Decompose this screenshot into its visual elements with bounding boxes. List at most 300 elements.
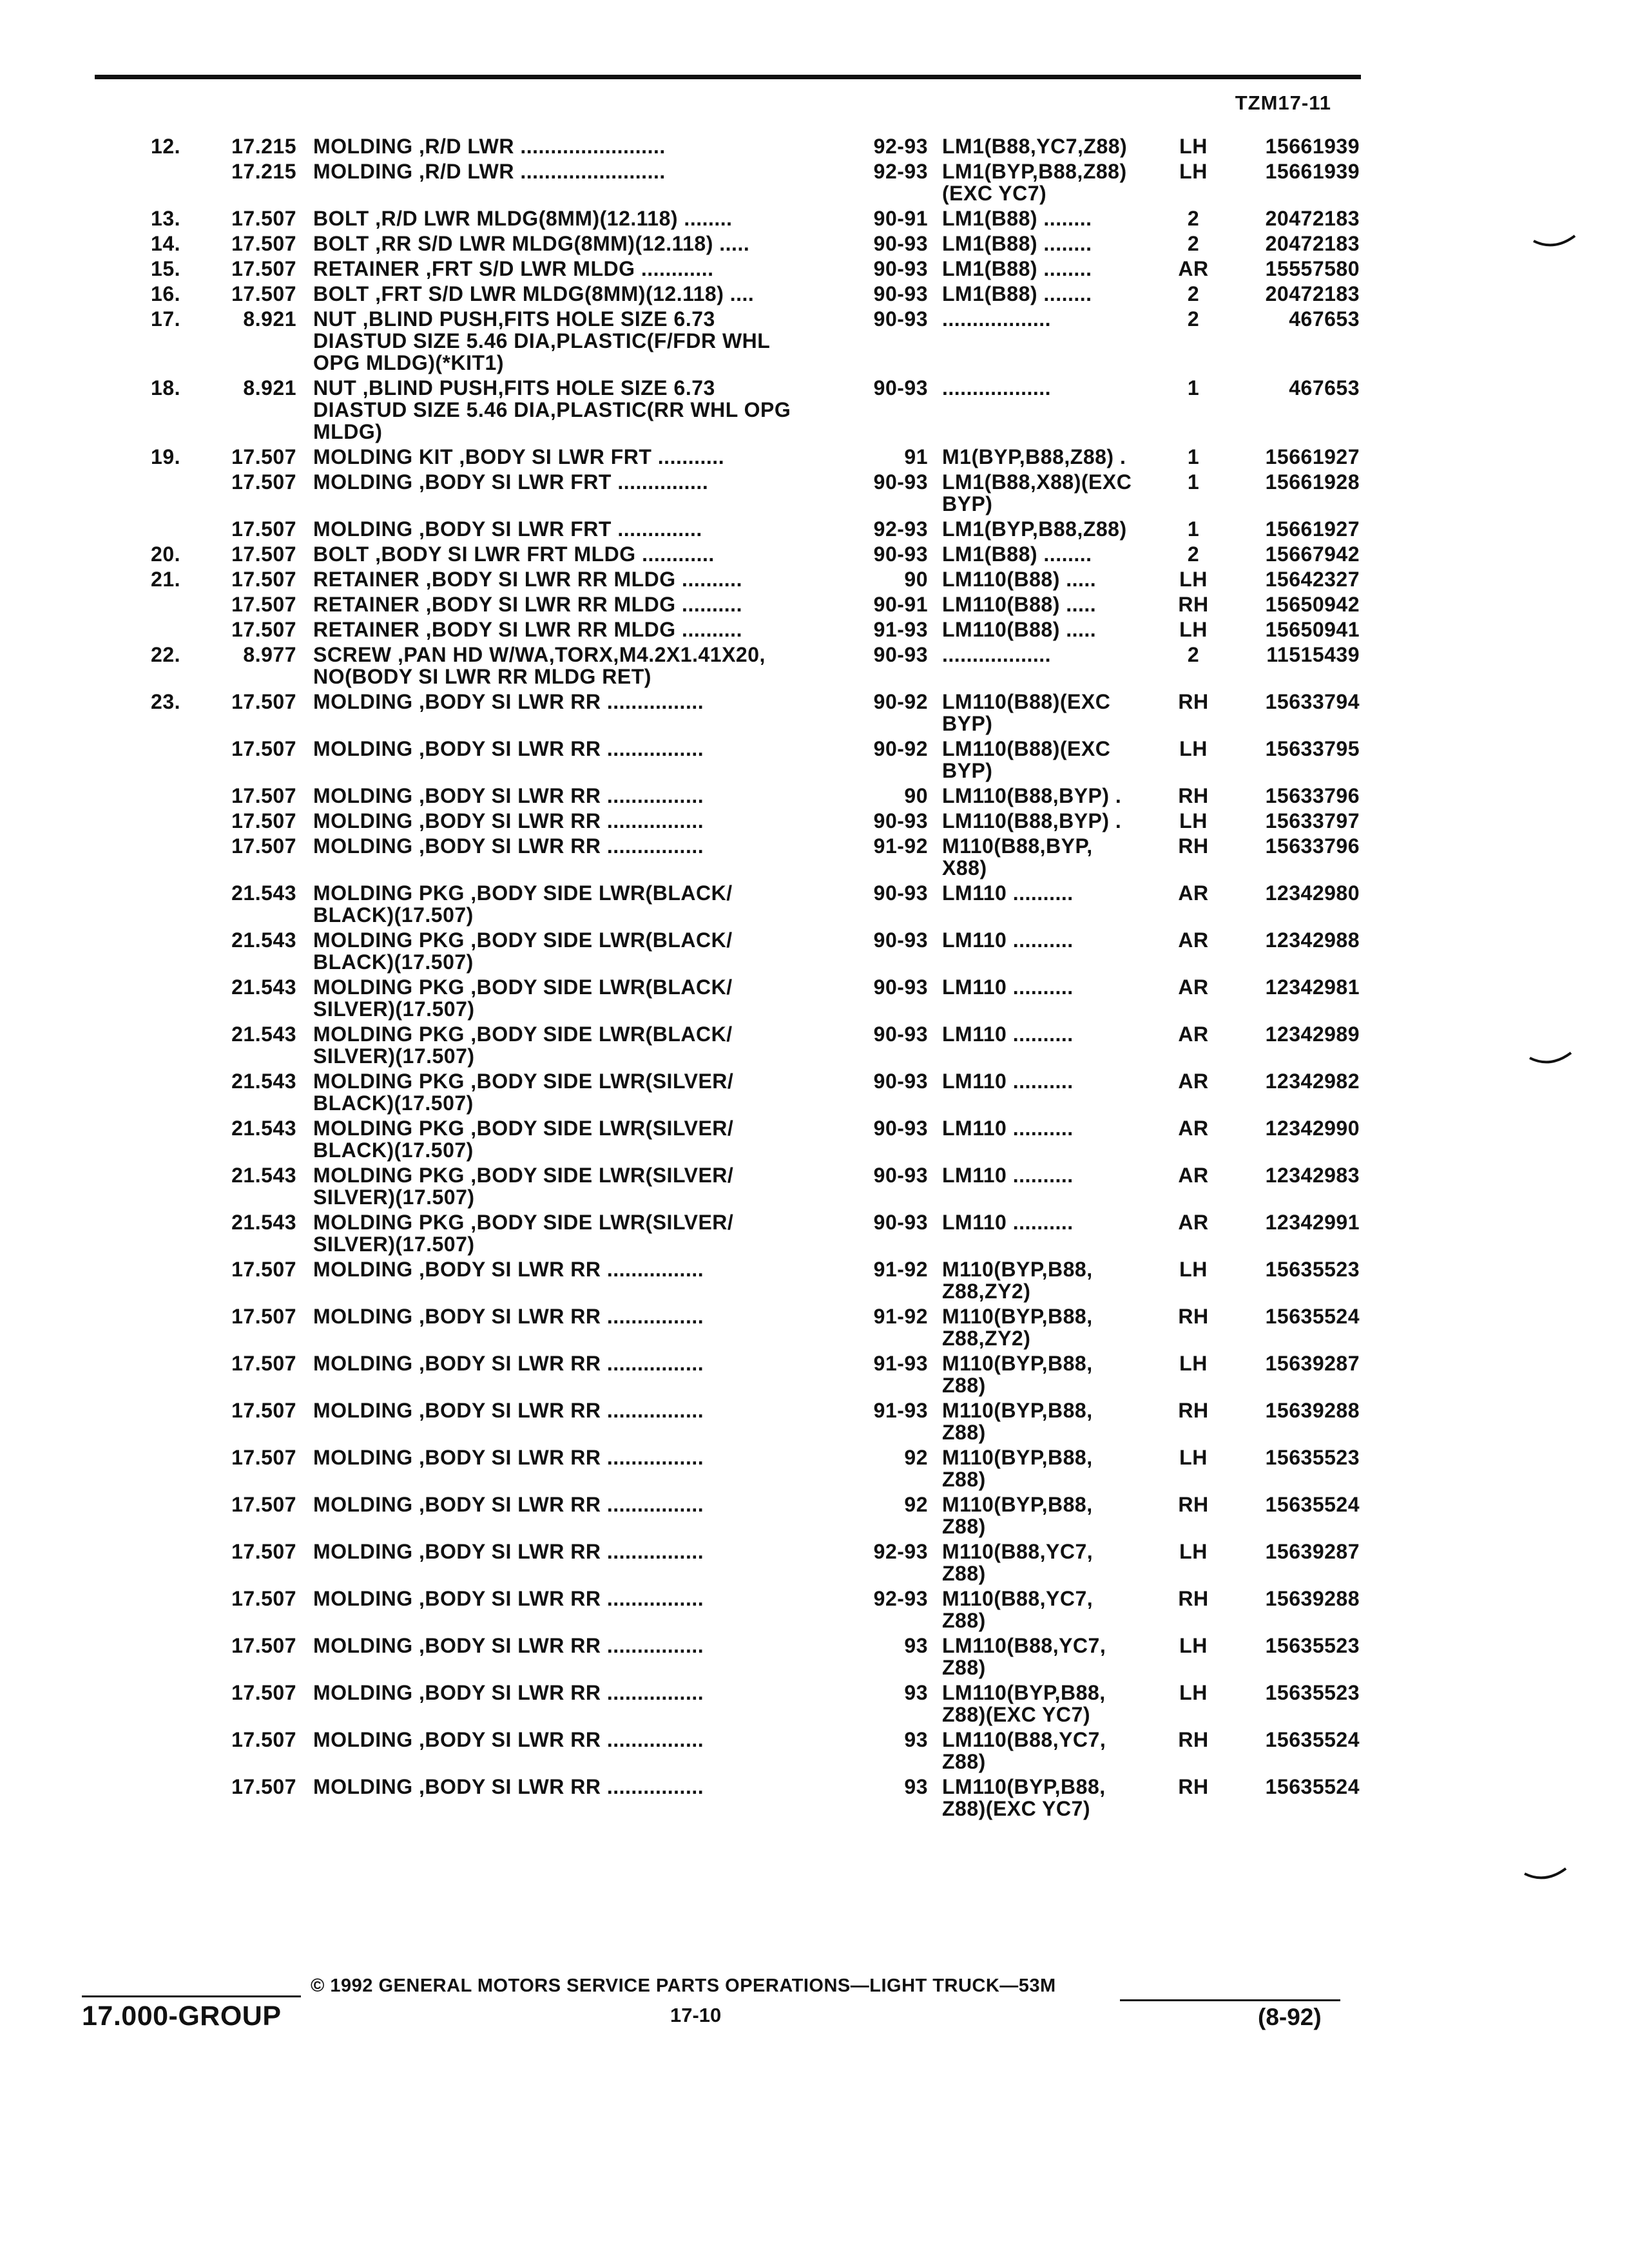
part-number: 15633795 [1265, 737, 1360, 760]
model-usage: LM110 .......... [942, 975, 1074, 999]
quantity: LH [1179, 809, 1208, 832]
table-row [0, 929, 1629, 973]
illustration-code: 17.507 [231, 207, 296, 230]
part-number: 15639288 [1265, 1399, 1360, 1422]
part-number: 15650941 [1265, 618, 1360, 641]
part-description: MOLDING ,BODY SI LWR RR ................ [313, 834, 704, 858]
model-usage: LM110(B88)(EXC BYP) [942, 737, 1111, 782]
part-description: MOLDING ,BODY SI LWR FRT .............. [313, 517, 702, 541]
model-usage: LM110(BYP,B88, Z88)(EXC YC7) [942, 1775, 1106, 1820]
part-number: 15635524 [1265, 1775, 1360, 1798]
model-usage: LM1(B88) ........ [942, 207, 1092, 230]
model-usage: LM110(B88) ..... [942, 618, 1097, 641]
part-number: 12342981 [1265, 975, 1360, 999]
part-number: 15633797 [1265, 809, 1360, 832]
model-years: 90-92 [873, 690, 928, 713]
illustration-code: 17.507 [231, 593, 296, 616]
part-description: MOLDING ,BODY SI LWR RR ................ [313, 1305, 704, 1328]
illustration-code: 17.215 [231, 160, 296, 183]
illustration-code: 17.507 [231, 834, 296, 858]
part-number: 15639288 [1265, 1587, 1360, 1610]
part-description: RETAINER ,BODY SI LWR RR MLDG .......... [313, 618, 742, 641]
model-years: 90-91 [873, 593, 928, 616]
model-usage: LM110(B88,YC7, Z88) [942, 1728, 1106, 1773]
footer-rule [82, 1995, 301, 1997]
model-years: 90-93 [873, 928, 928, 952]
part-number: 15633794 [1265, 690, 1360, 713]
part-description: RETAINER ,FRT S/D LWR MLDG ............ [313, 257, 714, 280]
table-row [0, 1729, 1629, 1773]
quantity: RH [1178, 593, 1209, 616]
model-usage: LM110 .......... [942, 881, 1074, 905]
quantity: RH [1178, 1399, 1209, 1422]
model-years: 90-93 [873, 1211, 928, 1234]
model-years: 90-93 [873, 881, 928, 905]
illustration-code: 17.507 [231, 1258, 296, 1281]
model-years: 91-92 [873, 834, 928, 858]
model-usage: M110(BYP,B88, Z88) [942, 1446, 1093, 1491]
item-number: 20. [151, 543, 180, 566]
quantity: 1 [1187, 376, 1200, 399]
model-usage: .................. [942, 643, 1052, 666]
model-years: 91-93 [873, 618, 928, 641]
table-row [0, 160, 1629, 204]
model-years: 90-93 [873, 809, 928, 832]
model-usage: LM110(B88)(EXC BYP) [942, 690, 1111, 735]
model-usage: LM110(BYP,B88, Z88)(EXC YC7) [942, 1681, 1106, 1726]
illustration-code: 17.507 [231, 1681, 296, 1704]
model-years: 90-93 [873, 376, 928, 399]
part-number: 15635524 [1265, 1305, 1360, 1328]
model-usage: M110(B88,YC7, Z88) [942, 1587, 1094, 1632]
part-number: 12342982 [1265, 1070, 1360, 1093]
part-number: 15661927 [1265, 445, 1360, 468]
model-usage: M110(B88,YC7, Z88) [942, 1540, 1094, 1585]
part-description: NUT ,BLIND PUSH,FITS HOLE SIZE 6.73 DIASTUD SIZE 5.46 DIA,PLASTIC(F/FDR WHL OPG MLDG)(*KIT1) [313, 307, 771, 374]
illustration-code: 21.543 [231, 1164, 296, 1187]
margin-mark [1523, 1866, 1568, 1884]
table-row [0, 135, 1629, 157]
illustration-code: 8.977 [243, 643, 296, 666]
illustration-code: 17.507 [231, 690, 296, 713]
part-description: MOLDING PKG ,BODY SIDE LWR(SILVER/ BLACK)(17.507) [313, 1117, 734, 1162]
illustration-code: 21.543 [231, 1117, 296, 1140]
illustration-code: 17.507 [231, 517, 296, 541]
quantity: LH [1179, 1540, 1208, 1563]
model-usage: LM110 .......... [942, 928, 1074, 952]
part-number: 12342989 [1265, 1023, 1360, 1046]
table-row [0, 446, 1629, 468]
illustration-code: 21.543 [231, 881, 296, 905]
table-row [0, 785, 1629, 807]
quantity: RH [1178, 690, 1209, 713]
illustration-code: 17.507 [231, 1540, 296, 1563]
quantity: RH [1178, 1305, 1209, 1328]
quantity: LH [1179, 1258, 1208, 1281]
item-number: 18. [151, 376, 180, 399]
part-description: MOLDING ,BODY SI LWR RR ................ [313, 690, 704, 713]
model-years: 91-92 [873, 1258, 928, 1281]
model-years: 90-93 [873, 257, 928, 280]
illustration-code: 17.507 [231, 282, 296, 305]
model-usage: M110(BYP,B88, Z88) [942, 1352, 1093, 1397]
illustration-code: 17.507 [231, 568, 296, 591]
model-usage: M110(BYP,B88, Z88,ZY2) [942, 1305, 1093, 1350]
part-number: 15635524 [1265, 1728, 1360, 1751]
illustration-code: 17.507 [231, 784, 296, 807]
part-description: MOLDING ,BODY SI LWR FRT ............... [313, 470, 709, 494]
part-description: SCREW ,PAN HD W/WA,TORX,M4.2X1.41X20, NO(BODY SI LWR RR MLDG RET) [313, 643, 766, 688]
table-row [0, 1588, 1629, 1631]
quantity: 2 [1187, 232, 1200, 255]
table-row [0, 518, 1629, 540]
model-usage: LM1(B88) ........ [942, 543, 1092, 566]
item-number: 12. [151, 135, 180, 158]
model-years: 90-92 [873, 737, 928, 760]
part-number: 15661939 [1265, 160, 1360, 183]
part-number: 20472183 [1265, 207, 1360, 230]
model-usage: LM1(B88) ........ [942, 282, 1092, 305]
part-description: MOLDING PKG ,BODY SIDE LWR(BLACK/ BLACK)(17.507) [313, 928, 733, 974]
part-description: MOLDING ,BODY SI LWR RR ................ [313, 1493, 704, 1516]
model-usage: LM1(B88) ........ [942, 257, 1092, 280]
illustration-code: 17.507 [231, 1352, 296, 1375]
model-usage: LM110 .......... [942, 1211, 1074, 1234]
model-usage: LM1(B88) ........ [942, 232, 1092, 255]
quantity: 1 [1187, 517, 1200, 541]
part-description: BOLT ,FRT S/D LWR MLDG(8MM)(12.118) .... [313, 282, 755, 305]
model-usage: M110(BYP,B88, Z88) [942, 1399, 1093, 1444]
model-usage: M110(B88,BYP, X88) [942, 834, 1093, 879]
quantity: LH [1179, 618, 1208, 641]
quantity: AR [1178, 881, 1209, 905]
table-row [0, 543, 1629, 565]
table-row [0, 1494, 1629, 1537]
part-number: 15635524 [1265, 1493, 1360, 1516]
model-years: 91-92 [873, 1305, 928, 1328]
illustration-code: 21.543 [231, 928, 296, 952]
part-description: MOLDING ,R/D LWR ........................ [313, 160, 666, 183]
table-row [0, 233, 1629, 255]
model-years: 90-93 [873, 282, 928, 305]
model-usage: .................. [942, 376, 1052, 399]
illustration-code: 17.507 [231, 618, 296, 641]
model-years: 93 [904, 1634, 928, 1657]
table-row [0, 1635, 1629, 1678]
part-number: 11515439 [1266, 643, 1360, 666]
table-row [0, 1023, 1629, 1067]
table-row [0, 377, 1629, 443]
model-years: 90-93 [873, 1070, 928, 1093]
item-number: 15. [151, 257, 180, 280]
quantity: AR [1178, 257, 1209, 280]
table-row [0, 1352, 1629, 1396]
model-usage: LM110(B88,BYP) . [942, 809, 1122, 832]
item-number: 17. [151, 307, 180, 331]
part-number: 15633796 [1265, 834, 1360, 858]
part-number: 15639287 [1265, 1540, 1360, 1563]
model-years: 90-93 [873, 470, 928, 494]
part-description: MOLDING PKG ,BODY SIDE LWR(SILVER/ SILVER)(17.507) [313, 1164, 734, 1209]
part-description: MOLDING PKG ,BODY SIDE LWR(BLACK/ BLACK)(17.507) [313, 881, 733, 927]
illustration-code: 17.507 [231, 1587, 296, 1610]
part-description: MOLDING ,BODY SI LWR RR ................ [313, 1634, 704, 1657]
table-row [0, 1070, 1629, 1114]
model-usage: LM1(B88,YC7,Z88) [942, 135, 1128, 158]
model-usage: LM110 .......... [942, 1023, 1074, 1046]
illustration-code: 21.543 [231, 1211, 296, 1234]
part-number: 12342988 [1265, 928, 1360, 952]
quantity: 2 [1187, 643, 1200, 666]
model-years: 90 [904, 568, 928, 591]
part-number: 15635523 [1265, 1258, 1360, 1281]
illustration-code: 17.507 [231, 809, 296, 832]
model-years: 92-93 [873, 1587, 928, 1610]
table-row [0, 619, 1629, 640]
part-description: BOLT ,R/D LWR MLDG(8MM)(12.118) ........ [313, 207, 733, 230]
part-description: MOLDING ,BODY SI LWR RR ................ [313, 1352, 704, 1375]
quantity: 2 [1187, 307, 1200, 331]
quantity: LH [1179, 1446, 1208, 1469]
table-row [0, 207, 1629, 229]
model-years: 92-93 [873, 160, 928, 183]
part-description: MOLDING PKG ,BODY SIDE LWR(BLACK/ SILVER)(17.507) [313, 1023, 733, 1068]
page-number: 17-10 [670, 2004, 722, 2026]
table-row [0, 1117, 1629, 1161]
quantity: LH [1179, 1681, 1208, 1704]
model-years: 90-93 [873, 543, 928, 566]
quantity: AR [1178, 975, 1209, 999]
margin-mark [1528, 1050, 1574, 1068]
part-description: MOLDING PKG ,BODY SIDE LWR(SILVER/ BLACK)(17.507) [313, 1070, 734, 1115]
part-description: MOLDING ,BODY SI LWR RR ................ [313, 809, 704, 832]
illustration-code: 17.507 [231, 232, 296, 255]
model-years: 90-93 [873, 307, 928, 331]
illustration-code: 8.921 [243, 307, 296, 331]
part-description: MOLDING KIT ,BODY SI LWR FRT ........... [313, 445, 725, 468]
model-years: 90-91 [873, 207, 928, 230]
part-number: 12342980 [1265, 881, 1360, 905]
page-code: TZM17-11 [1235, 91, 1331, 114]
item-number: 22. [151, 643, 180, 666]
quantity: LH [1179, 160, 1208, 183]
model-years: 90-93 [873, 643, 928, 666]
table-row [0, 882, 1629, 926]
part-number: 15667942 [1265, 543, 1360, 566]
part-description: MOLDING ,BODY SI LWR RR ................ [313, 1399, 704, 1422]
table-row [0, 691, 1629, 735]
illustration-code: 21.543 [231, 1070, 296, 1093]
part-number: 15635523 [1265, 1446, 1360, 1469]
illustration-code: 21.543 [231, 1023, 296, 1046]
quantity: 2 [1187, 282, 1200, 305]
part-description: MOLDING PKG ,BODY SIDE LWR(SILVER/ SILVER)(17.507) [313, 1211, 734, 1256]
group-label: 17.000-GROUP [82, 2001, 282, 2032]
part-description: MOLDING ,BODY SI LWR RR ................ [313, 1681, 704, 1704]
table-row [0, 568, 1629, 590]
part-description: MOLDING ,BODY SI LWR RR ................ [313, 784, 704, 807]
quantity: RH [1178, 1493, 1209, 1516]
quantity: LH [1179, 568, 1208, 591]
model-years: 91 [904, 445, 928, 468]
part-number: 467653 [1289, 376, 1360, 399]
margin-mark [1532, 233, 1577, 251]
part-number: 12342983 [1265, 1164, 1360, 1187]
model-usage: M110(BYP,B88, Z88,ZY2) [942, 1258, 1093, 1303]
part-number: 15661939 [1265, 135, 1360, 158]
model-years: 91-93 [873, 1399, 928, 1422]
part-description: MOLDING ,BODY SI LWR RR ................ [313, 1587, 704, 1610]
model-years: 90 [904, 784, 928, 807]
quantity: LH [1179, 1634, 1208, 1657]
part-number: 15635523 [1265, 1681, 1360, 1704]
quantity: RH [1178, 1587, 1209, 1610]
part-number: 467653 [1289, 307, 1360, 331]
quantity: AR [1178, 1164, 1209, 1187]
part-number: 20472183 [1265, 232, 1360, 255]
part-description: MOLDING ,BODY SI LWR RR ................ [313, 737, 704, 760]
model-years: 92 [904, 1446, 928, 1469]
illustration-code: 17.215 [231, 135, 296, 158]
part-number: 15661928 [1265, 470, 1360, 494]
table-row [0, 1541, 1629, 1584]
item-number: 19. [151, 445, 180, 468]
model-usage: LM110 .......... [942, 1070, 1074, 1093]
quantity: RH [1178, 834, 1209, 858]
model-years: 93 [904, 1728, 928, 1751]
part-number: 15650942 [1265, 593, 1360, 616]
model-years: 92-93 [873, 135, 928, 158]
model-years: 90-93 [873, 232, 928, 255]
quantity: AR [1178, 1023, 1209, 1046]
model-usage: LM110(B88) ..... [942, 568, 1097, 591]
model-years: 93 [904, 1681, 928, 1704]
part-description: BOLT ,RR S/D LWR MLDG(8MM)(12.118) ..... [313, 232, 750, 255]
table-row [0, 810, 1629, 832]
quantity: LH [1179, 1352, 1208, 1375]
model-years: 91-93 [873, 1352, 928, 1375]
table-row [0, 1682, 1629, 1725]
illustration-code: 17.507 [231, 257, 296, 280]
table-row [0, 738, 1629, 782]
table-row [0, 1258, 1629, 1302]
table-row [0, 976, 1629, 1020]
illustration-code: 17.507 [231, 737, 296, 760]
quantity: RH [1178, 1728, 1209, 1751]
illustration-code: 17.507 [231, 470, 296, 494]
table-row [0, 258, 1629, 280]
model-usage: LM1(BYP,B88,Z88) (EXC YC7) [942, 160, 1127, 205]
illustration-code: 21.543 [231, 975, 296, 999]
quantity: RH [1178, 1775, 1209, 1798]
part-description: RETAINER ,BODY SI LWR RR MLDG .......... [313, 593, 742, 616]
illustration-code: 17.507 [231, 445, 296, 468]
table-row [0, 1399, 1629, 1443]
illustration-code: 17.507 [231, 1775, 296, 1798]
quantity: AR [1178, 1211, 1209, 1234]
part-description: MOLDING ,BODY SI LWR RR ................ [313, 1775, 704, 1798]
table-row [0, 283, 1629, 305]
quantity: RH [1178, 784, 1209, 807]
quantity: 2 [1187, 207, 1200, 230]
table-row [0, 308, 1629, 374]
illustration-code: 17.507 [231, 1493, 296, 1516]
quantity: 1 [1187, 470, 1200, 494]
model-years: 93 [904, 1775, 928, 1798]
model-usage: LM110 .......... [942, 1164, 1074, 1187]
part-description: MOLDING ,BODY SI LWR RR ................ [313, 1258, 704, 1281]
illustration-code: 17.507 [231, 1634, 296, 1657]
model-usage: LM110(B88,BYP) . [942, 784, 1122, 807]
part-number: 15642327 [1265, 568, 1360, 591]
illustration-code: 17.507 [231, 1399, 296, 1422]
quantity: AR [1178, 1117, 1209, 1140]
model-usage: LM110 .......... [942, 1117, 1074, 1140]
model-years: 90-93 [873, 975, 928, 999]
illustration-code: 17.507 [231, 1728, 296, 1751]
part-description: RETAINER ,BODY SI LWR RR MLDG .......... [313, 568, 742, 591]
part-number: 15635523 [1265, 1634, 1360, 1657]
illustration-code: 17.507 [231, 543, 296, 566]
table-row [0, 1446, 1629, 1490]
model-usage: .................. [942, 307, 1052, 331]
model-usage: LM110(B88) ..... [942, 593, 1097, 616]
part-number: 12342990 [1265, 1117, 1360, 1140]
quantity: LH [1179, 737, 1208, 760]
table-row [0, 1776, 1629, 1820]
illustration-code: 17.507 [231, 1305, 296, 1328]
part-number: 15557580 [1265, 257, 1360, 280]
model-years: 90-93 [873, 1117, 928, 1140]
illustration-code: 8.921 [243, 376, 296, 399]
model-years: 90-93 [873, 1023, 928, 1046]
part-description: MOLDING PKG ,BODY SIDE LWR(BLACK/ SILVER)(17.507) [313, 975, 733, 1021]
part-description: MOLDING ,BODY SI LWR RR ................ [313, 1540, 704, 1563]
part-number: 15661927 [1265, 517, 1360, 541]
part-number: 15633796 [1265, 784, 1360, 807]
part-description: MOLDING ,R/D LWR ........................ [313, 135, 666, 158]
illustration-code: 17.507 [231, 1446, 296, 1469]
model-years: 92-93 [873, 1540, 928, 1563]
part-description: NUT ,BLIND PUSH,FITS HOLE SIZE 6.73 DIASTUD SIZE 5.46 DIA,PLASTIC(RR WHL OPG MLDG) [313, 376, 791, 443]
item-number: 14. [151, 232, 180, 255]
table-row [0, 471, 1629, 515]
part-description: MOLDING ,BODY SI LWR RR ................ [313, 1446, 704, 1469]
model-years: 90-93 [873, 1164, 928, 1187]
part-description: MOLDING ,BODY SI LWR RR ................ [313, 1728, 704, 1751]
table-row [0, 1211, 1629, 1255]
model-usage: LM110(B88,YC7, Z88) [942, 1634, 1106, 1679]
model-usage: LM1(B88,X88)(EXC BYP) [942, 470, 1132, 515]
revision-date: (8-92) [1258, 2004, 1322, 2030]
part-description: BOLT ,BODY SI LWR FRT MLDG ............ [313, 543, 715, 566]
table-row [0, 835, 1629, 879]
quantity: 1 [1187, 445, 1200, 468]
model-usage: M1(BYP,B88,Z88) . [942, 445, 1126, 468]
model-years: 92 [904, 1493, 928, 1516]
table-row [0, 1164, 1629, 1208]
top-rule [95, 75, 1361, 79]
copyright-notice: © 1992 GENERAL MOTORS SERVICE PARTS OPERATIONS—LIGHT TRUCK—53M [311, 1975, 1056, 1996]
model-usage: LM1(BYP,B88,Z88) [942, 517, 1127, 541]
item-number: 16. [151, 282, 180, 305]
part-number: 15639287 [1265, 1352, 1360, 1375]
quantity: LH [1179, 135, 1208, 158]
model-usage: M110(BYP,B88, Z88) [942, 1493, 1093, 1538]
table-row [0, 644, 1629, 687]
quantity: AR [1178, 1070, 1209, 1093]
table-row [0, 1305, 1629, 1349]
